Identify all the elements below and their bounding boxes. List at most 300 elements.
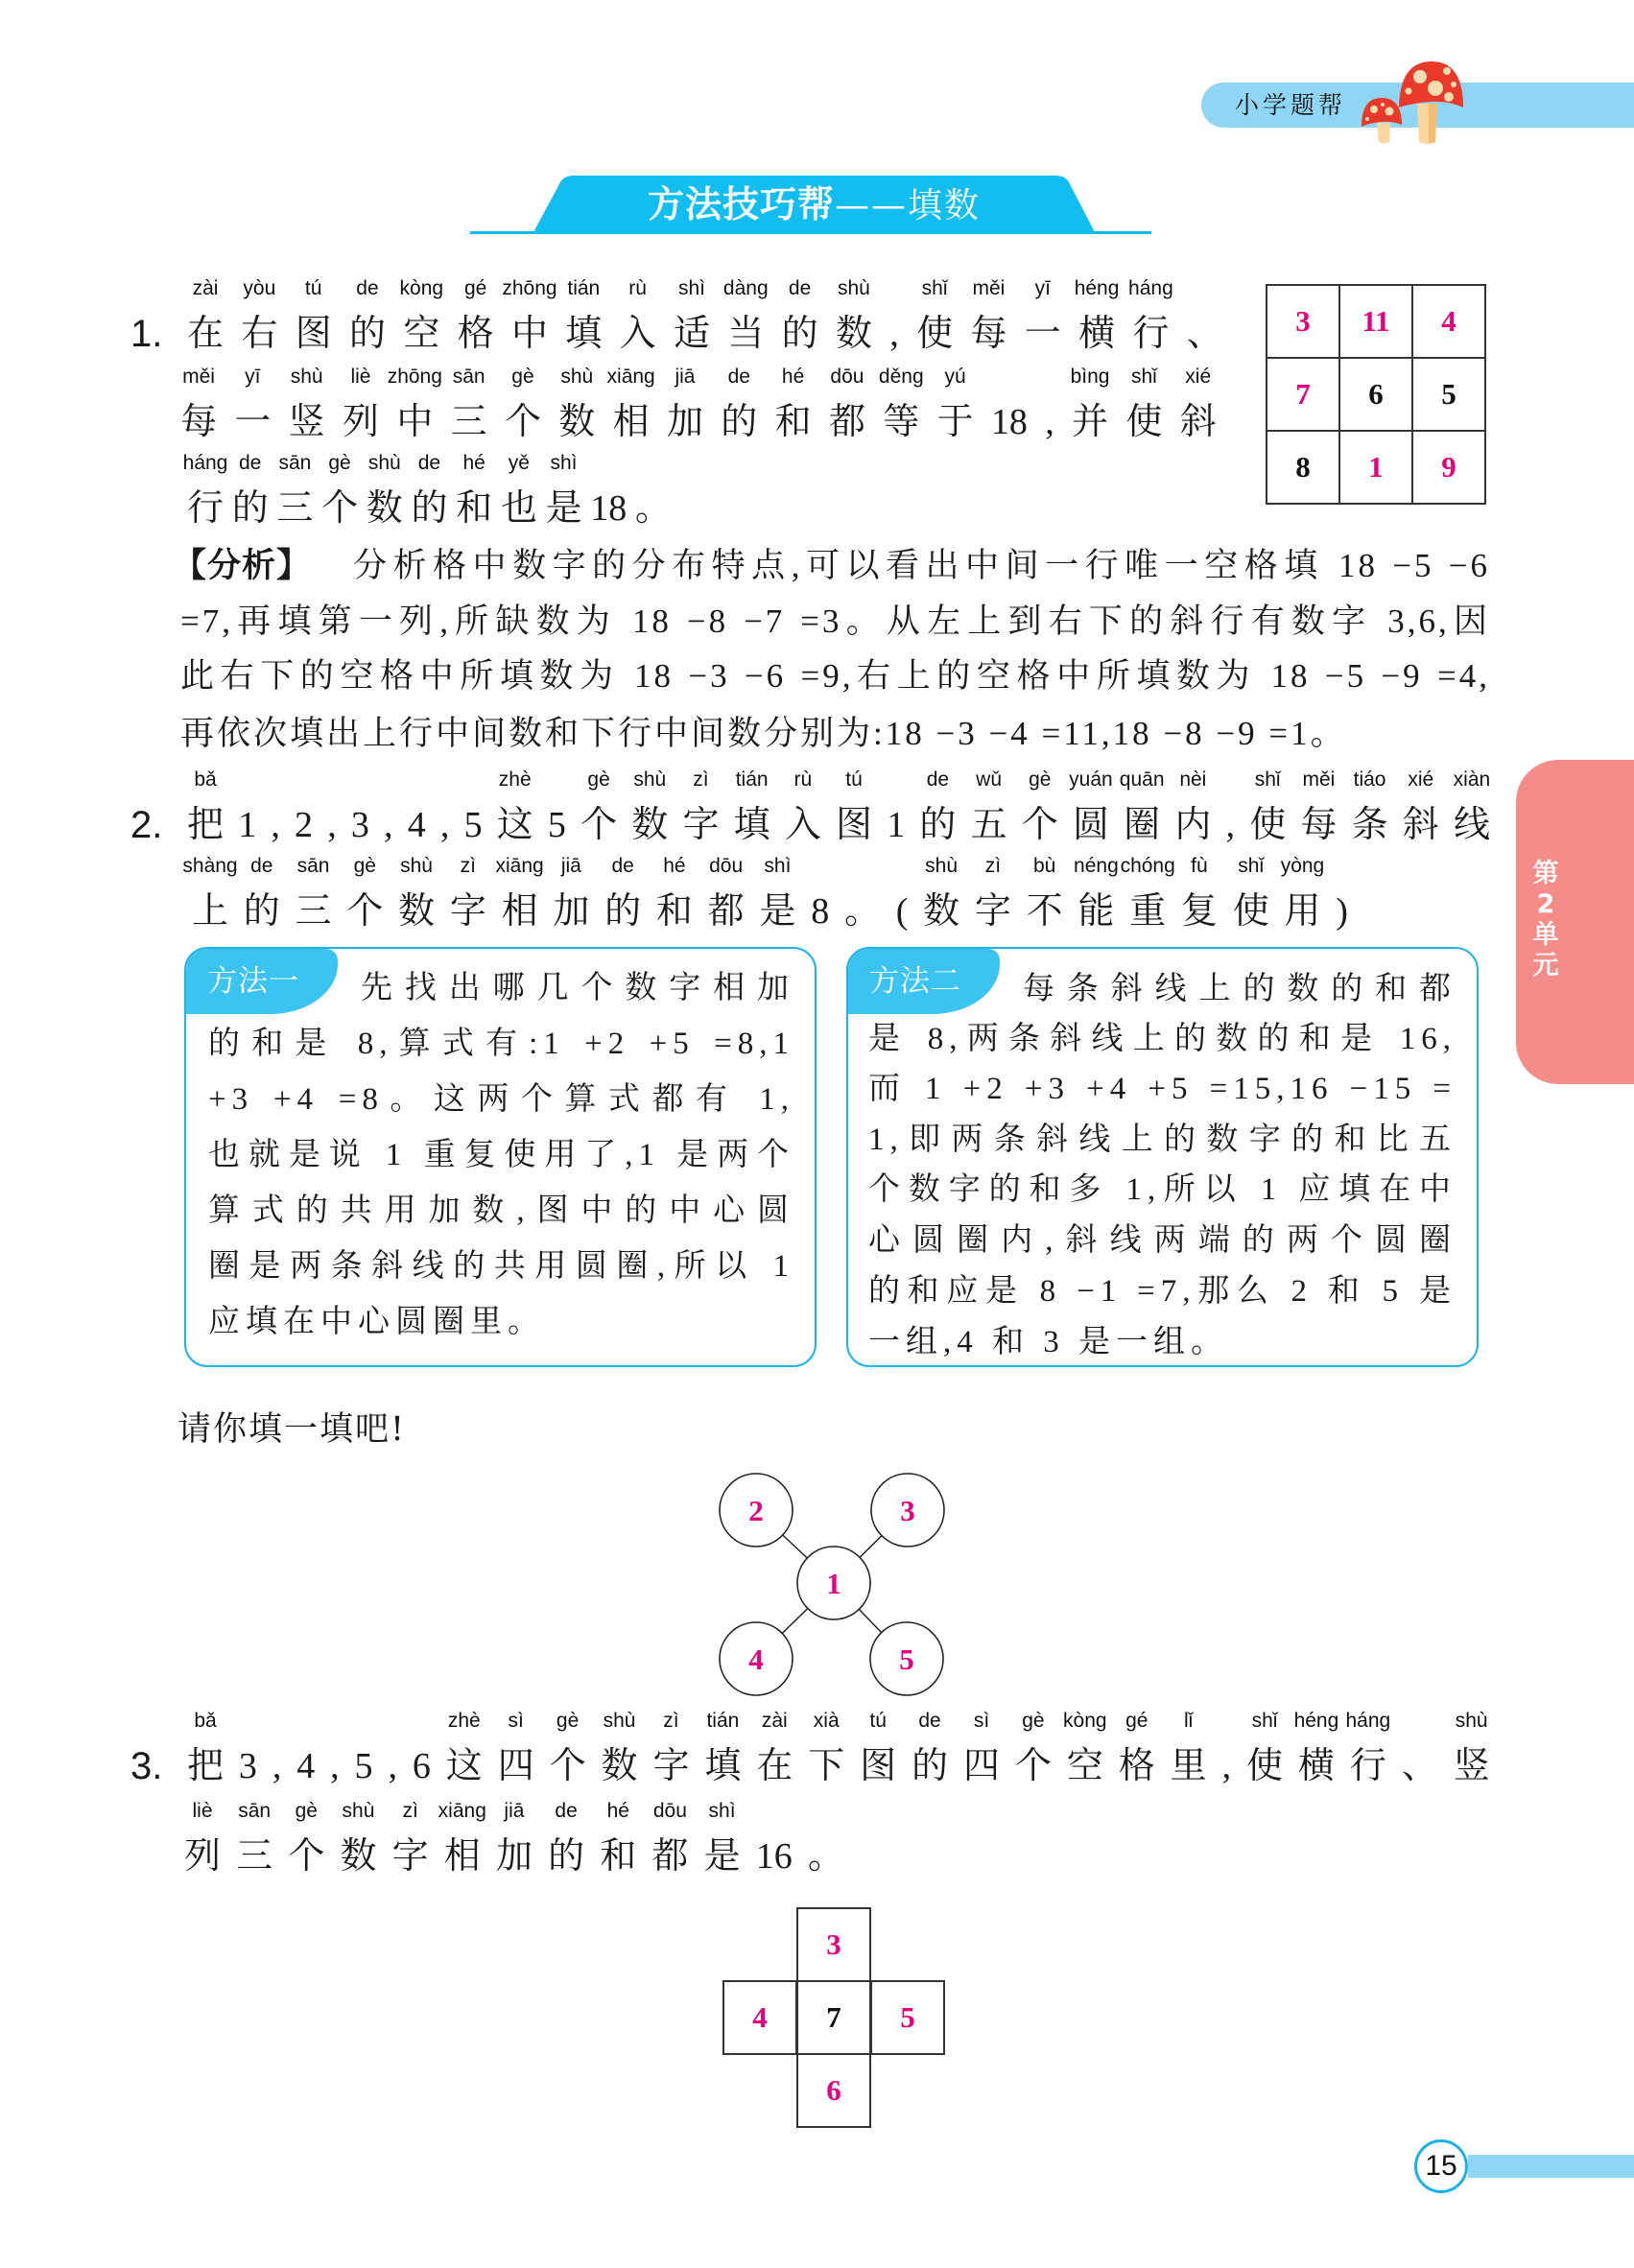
ruby-cell: [962, 1710, 1000, 1798]
title-sub: ——填数: [835, 186, 982, 225]
ruby-cell: [774, 366, 812, 454]
problem-1-line-3: [182, 452, 672, 540]
character-text: 、: [1401, 1746, 1438, 1786]
character-text: 复: [1180, 891, 1218, 932]
pinyin-text: dōu: [709, 855, 744, 877]
character-text: ,: [384, 805, 393, 845]
ruby-cell: [781, 277, 818, 366]
character-text: 数: [923, 891, 960, 932]
pinyin-text: shù: [633, 768, 667, 791]
character-text: 个: [1021, 805, 1058, 845]
analysis-line: 分析格中数字的分布特点,可以看出中间一行唯一空格填 18 −5 −6: [353, 547, 1490, 584]
ruby-cell: [497, 1710, 534, 1798]
character-text: 个: [321, 488, 359, 529]
pinyin-text: gé: [463, 277, 487, 299]
ruby-cell: [391, 1800, 429, 1888]
character-text: 入: [619, 314, 656, 354]
character-text: 一: [1024, 314, 1061, 354]
pinyin-text: zhōng: [387, 366, 442, 388]
analysis-line: 再依次填出上行中间数和下行中间数分别为:18 −3 −4 =11,18 −8 −9 =1。: [180, 715, 1347, 752]
ruby-cell: [496, 768, 533, 857]
ruby-cell: [936, 366, 974, 454]
character-text: 三: [450, 402, 487, 442]
character-text: 斜: [1402, 805, 1439, 845]
fill-in-prompt: 请你填一填吧!: [178, 1410, 407, 1449]
ruby-cell: [413, 1735, 431, 1798]
character-text: 个: [549, 1746, 586, 1786]
ruby-cell: [558, 366, 596, 454]
ruby-cell: [912, 1710, 949, 1798]
character-text: 的: [348, 314, 386, 354]
pinyin-text: yī: [245, 366, 261, 388]
cross-cell-bottom: 6: [796, 2053, 871, 2128]
ruby-cell: [457, 277, 494, 366]
method-2-label: 方法二: [869, 964, 961, 999]
character-text: ): [1336, 891, 1348, 932]
ruby-cell: [759, 855, 796, 943]
character-text: 每: [1300, 805, 1338, 845]
pinyin-text: héng: [1074, 277, 1120, 299]
cross-cell-left: 4: [722, 1980, 797, 2055]
method-2-line: 一组,4 和 3 是一组。: [868, 1325, 1228, 1359]
ruby-cell: [860, 1710, 897, 1798]
circle-bottom-right: [870, 1622, 943, 1695]
method-2-line: 个数字的和多 1,所以 1 应填在中: [868, 1172, 1456, 1207]
ruby-cell: [241, 277, 278, 366]
pinyin-text: xié: [1185, 366, 1212, 388]
ruby-cell: [271, 793, 280, 857]
ruby-cell: [733, 768, 770, 857]
ruby-cell: [445, 1710, 483, 1798]
ruby-cell: [970, 768, 1007, 857]
ruby-cell: [234, 366, 272, 454]
ruby-cell: [553, 855, 590, 943]
pinyin-text: gè: [1022, 1710, 1045, 1732]
character-text: 的: [243, 891, 280, 932]
character-text: 2: [295, 805, 314, 845]
method-2-line: 1,即两条斜线上的数字的和比五: [868, 1122, 1456, 1157]
ruby-cell: [398, 855, 436, 943]
pinyin-text: héng: [1293, 1710, 1339, 1732]
pinyin-text: zì: [693, 768, 709, 791]
circle-diagram: [710, 1463, 959, 1713]
pinyin-text: liè: [192, 1800, 213, 1822]
ruby-cell: [673, 277, 710, 366]
pinyin-text: chóng: [1120, 855, 1175, 877]
circle-value: 5: [899, 1642, 914, 1676]
character-text: 列: [184, 1836, 222, 1877]
number-grid: [1266, 284, 1490, 508]
circle-bottom-left: [720, 1622, 793, 1695]
pinyin-text: bìng: [1070, 366, 1110, 388]
ruby-cell: [1280, 855, 1325, 943]
character-text: ,: [327, 805, 337, 845]
pinyin-text: gè: [295, 1800, 318, 1822]
pinyin-text: de: [555, 1800, 578, 1822]
pinyin-text: yòu: [243, 277, 276, 299]
ruby-cell: [1026, 855, 1063, 943]
pinyin-text: fù: [1191, 855, 1208, 877]
ruby-cell: [655, 855, 693, 943]
ruby-cell: [1045, 390, 1054, 454]
character-text: 的: [604, 891, 642, 932]
pinyin-text: děng: [878, 366, 924, 388]
pinyin-text: háng: [182, 452, 228, 474]
title-main: 方法技巧帮: [647, 183, 835, 225]
character-text: 并: [1072, 402, 1109, 442]
cross-grid: [722, 1907, 947, 2132]
pinyin-text: hé: [781, 366, 805, 388]
problem-1-line-1: [187, 277, 1223, 366]
circle-value: 1: [826, 1567, 841, 1600]
pinyin-text: shì: [708, 1800, 736, 1822]
ruby-cell: [295, 793, 313, 857]
character-text: 是: [703, 1836, 741, 1877]
pinyin-text: wǔ: [976, 768, 1003, 791]
pinyin-text: sì: [973, 1710, 990, 1732]
ruby-cell: [351, 793, 369, 857]
character-text: 入: [784, 805, 821, 845]
circle-value: 2: [748, 1494, 764, 1527]
ruby-cell: [384, 793, 393, 857]
method-2-line: 心圆圈内,斜线两端的两个圆圈: [868, 1223, 1456, 1258]
pinyin-text: shù: [603, 1710, 636, 1732]
pinyin-text: sān: [452, 366, 485, 388]
ruby-cell: [1063, 1710, 1107, 1798]
ruby-cell: [187, 768, 225, 857]
pinyin-text: néng: [1074, 855, 1119, 877]
ruby-cell: [408, 793, 426, 857]
pinyin-text: měi: [1302, 768, 1336, 791]
character-text: 相: [443, 1836, 481, 1877]
ruby-cell: [811, 880, 829, 943]
ruby-cell: [1345, 1710, 1391, 1798]
ruby-cell: [321, 452, 359, 540]
character-text: 行: [1132, 314, 1170, 354]
pinyin-text: shǐ: [1130, 366, 1157, 388]
ruby-cell: [631, 768, 669, 857]
analysis-line: =7,再填第一列,所缺数为 18 −8 −7 =3。从左上到右下的斜行有数字 3,6,因: [180, 602, 1490, 640]
ruby-cell: [889, 302, 899, 366]
problem-3-line-1: [187, 1710, 1490, 1798]
pinyin-text: tú: [869, 1710, 887, 1732]
character-text: 相: [612, 402, 650, 442]
character-text: 内: [1174, 805, 1212, 845]
character-text: 当: [727, 314, 765, 354]
character-text: 5: [463, 805, 483, 845]
pinyin-text: shù: [838, 277, 870, 299]
ruby-cell: [970, 277, 1007, 366]
ruby-cell: [295, 855, 332, 943]
character-text: 8: [811, 891, 830, 932]
ruby-cell: [327, 793, 337, 857]
pinyin-text: sān: [296, 855, 330, 877]
pinyin-text: dàng: [722, 277, 769, 299]
character-text: 字: [652, 1746, 690, 1786]
character-text: ,: [439, 805, 450, 845]
character-text: 条: [1351, 805, 1388, 845]
ruby-cell: [296, 1735, 315, 1798]
pinyin-text: zì: [460, 855, 476, 877]
ruby-cell: [896, 880, 909, 943]
character-text: 个: [504, 402, 541, 442]
pinyin-text: zài: [761, 1710, 788, 1732]
character-text: ,: [1221, 1746, 1232, 1786]
circle-value: 3: [900, 1494, 915, 1527]
page-number: 15: [1414, 2139, 1468, 2193]
ruby-cell: [495, 1800, 533, 1888]
method-1-line: +3 +4 =8。这两个算式都有 1,: [208, 1082, 794, 1117]
character-text: 使: [916, 314, 954, 354]
ruby-cell: [1187, 302, 1223, 366]
character-text: 中: [396, 402, 434, 442]
character-text: 图: [295, 314, 332, 354]
grid-cell: 9: [1411, 430, 1486, 505]
pinyin-text: shǐ: [1251, 1710, 1278, 1732]
pinyin-text: shàng: [182, 855, 238, 877]
character-text: 行: [187, 488, 225, 529]
character-text: 三: [236, 1836, 273, 1877]
character-text: 的: [231, 488, 269, 529]
grid-cell: 5: [1411, 357, 1486, 432]
ruby-cell: [342, 366, 379, 454]
pinyin-text: yú: [944, 366, 966, 388]
character-text: 在: [187, 314, 225, 354]
character-text: 于: [936, 402, 974, 442]
character-text: 数: [340, 1836, 377, 1877]
character-text: 和: [655, 891, 693, 932]
pinyin-text: měi: [972, 277, 1006, 299]
pinyin-text: zhè: [498, 768, 532, 791]
method-1-line: 先找出哪几个数字相加: [361, 971, 794, 1005]
pinyin-text: gè: [511, 366, 534, 388]
ruby-cell: [449, 855, 486, 943]
character-text: 4: [296, 1746, 316, 1786]
method-2-line: 每条斜线上的数的和都: [1023, 972, 1456, 1006]
character-text: ,: [330, 1746, 340, 1786]
character-text: 个: [1014, 1746, 1052, 1786]
method-1-line: 的和是 8,算式有:1 +2 +5 =8,1: [208, 1027, 794, 1061]
pinyin-text: de: [727, 366, 750, 388]
pinyin-text: quān: [1119, 768, 1165, 791]
method-2-line: 而 1 +2 +3 +4 +5 =15,16 −15 =: [868, 1072, 1456, 1106]
mushroom-icon: [1353, 56, 1478, 152]
problem-2-line-2: [182, 855, 1348, 943]
pinyin-text: de: [918, 1710, 941, 1732]
character-text: 、: [1186, 314, 1223, 354]
ruby-cell: [182, 452, 228, 540]
ruby-cell: [1074, 855, 1119, 943]
pinyin-text: shì: [550, 452, 578, 474]
ruby-cell: [182, 855, 238, 943]
ruby-cell: [440, 793, 450, 857]
ruby-cell: [399, 277, 444, 366]
character-text: 的: [919, 805, 957, 845]
character-text: 不: [1026, 891, 1063, 932]
problem-1-line-2: [180, 366, 1217, 454]
ruby-cell: [1293, 1710, 1339, 1798]
ruby-cell: [1453, 768, 1491, 857]
pinyin-text: yuán: [1069, 768, 1113, 791]
character-text: 16: [755, 1836, 793, 1877]
pinyin-text: xiāng: [495, 855, 544, 877]
problem-3-line-2: [184, 1800, 844, 1888]
pinyin-text: de: [611, 855, 634, 877]
ruby-cell: [1402, 1735, 1438, 1798]
pinyin-text: zhè: [447, 1710, 481, 1732]
character-text: 竖: [288, 402, 325, 442]
character-text: 4: [407, 805, 426, 845]
ruby-cell: [387, 366, 442, 454]
ruby-cell: [1074, 277, 1120, 366]
pinyin-text: gè: [1029, 768, 1052, 791]
character-text: 中: [510, 314, 548, 354]
character-text: (: [895, 891, 909, 932]
ruby-cell: [619, 277, 656, 366]
character-text: 1: [887, 805, 906, 845]
pinyin-text: xiāng: [606, 366, 655, 388]
character-text: 数: [558, 402, 596, 442]
ruby-cell: [604, 855, 642, 943]
analysis-label: 【分析】: [173, 546, 312, 585]
character-text: ,: [1045, 402, 1054, 442]
ruby-cell: [288, 366, 325, 454]
pinyin-text: shǐ: [1238, 855, 1265, 877]
character-text: 。: [843, 891, 881, 932]
pinyin-text: shù: [560, 366, 594, 388]
ruby-cell: [808, 1710, 845, 1798]
character-text: 字: [391, 1836, 429, 1877]
ruby-cell: [1014, 1710, 1052, 1798]
grid-cell: 8: [1266, 430, 1340, 505]
character-text: 。: [807, 1836, 844, 1877]
ruby-cell: [366, 452, 403, 540]
character-text: 个: [346, 891, 384, 932]
ruby-cell: [635, 477, 672, 540]
grid-cell: 7: [1266, 357, 1340, 432]
pinyin-text: tián: [706, 1710, 740, 1732]
ruby-cell: [808, 1825, 844, 1888]
ruby-cell: [187, 277, 225, 366]
ruby-cell: [1170, 1710, 1207, 1798]
ruby-cell: [500, 452, 537, 540]
ruby-cell: [1179, 366, 1217, 454]
pinyin-text: sān: [238, 1800, 272, 1822]
ruby-cell: [590, 477, 627, 540]
pinyin-text: shì: [764, 855, 792, 877]
pinyin-text: sān: [278, 452, 312, 474]
character-text: 的: [721, 402, 758, 442]
ruby-cell: [835, 277, 872, 366]
pinyin-text: de: [926, 768, 950, 791]
pinyin-text: jiā: [560, 855, 581, 877]
pinyin-text: xiāng: [438, 1800, 486, 1822]
ruby-cell: [844, 880, 881, 943]
character-text: 列: [342, 402, 379, 442]
pinyin-text: shì: [677, 277, 705, 299]
grid-cell: 3: [1266, 284, 1340, 359]
character-text: ,: [889, 314, 899, 354]
character-text: 五: [970, 805, 1007, 845]
ruby-cell: [756, 1710, 793, 1798]
ruby-cell: [456, 452, 493, 540]
pinyin-text: liè: [350, 366, 371, 388]
character-text: 格: [457, 314, 494, 354]
character-text: 和: [456, 488, 493, 529]
ruby-cell: [438, 1800, 486, 1888]
character-text: 的: [411, 488, 448, 529]
ruby-cell: [288, 1800, 325, 1888]
ruby-cell: [355, 1735, 373, 1798]
character-text: 使: [1249, 805, 1287, 845]
ruby-cell: [1226, 793, 1236, 857]
character-text: 和: [600, 1836, 637, 1877]
character-text: 圆: [1072, 805, 1109, 845]
pinyin-text: xiàn: [1453, 768, 1491, 791]
character-text: ,: [1225, 805, 1236, 845]
ruby-cell: [549, 1710, 586, 1798]
ruby-cell: [388, 1735, 397, 1798]
ruby-cell: [548, 793, 566, 857]
character-text: 也: [500, 488, 537, 529]
ruby-cell: [450, 366, 487, 454]
grid-cell: 11: [1338, 284, 1413, 359]
pinyin-text: zì: [402, 1800, 418, 1822]
unit-tab-char: 2: [1536, 889, 1555, 919]
ruby-cell: [721, 366, 758, 454]
ruby-cell: [545, 452, 582, 540]
character-text: ,: [272, 1746, 282, 1786]
character-text: 加: [553, 891, 590, 932]
pinyin-text: shù: [290, 366, 323, 388]
ruby-cell: [651, 1800, 689, 1888]
circle-top-left: [720, 1474, 793, 1547]
character-text: 这: [496, 805, 533, 845]
character-text: 数: [601, 1746, 638, 1786]
pinyin-text: bǎ: [194, 768, 217, 791]
character-text: 和: [774, 402, 812, 442]
pinyin-text: zài: [192, 277, 219, 299]
character-text: 每: [180, 402, 218, 442]
ruby-cell: [1024, 277, 1061, 366]
character-text: 等: [883, 402, 920, 442]
character-text: 是: [759, 891, 796, 932]
pinyin-text: yī: [1034, 277, 1051, 299]
ruby-cell: [180, 366, 218, 454]
grid-cell: 6: [1338, 357, 1413, 432]
brand-label: 小学题帮: [1235, 91, 1347, 119]
ruby-cell: [565, 277, 603, 366]
ruby-cell: [1180, 855, 1218, 943]
ruby-cell: [1249, 768, 1287, 857]
ruby-cell: [1125, 366, 1163, 454]
ruby-cell: [601, 1710, 638, 1798]
method-1-line: 应填在中心圆圈里。: [208, 1305, 545, 1339]
ruby-cell: [1128, 277, 1173, 366]
character-text: 右: [241, 314, 278, 354]
pinyin-text: bù: [1032, 855, 1056, 877]
ruby-cell: [348, 277, 386, 366]
character-text: 18: [990, 402, 1028, 442]
character-text: 5: [354, 1746, 373, 1786]
pinyin-text: lǐ: [1184, 1710, 1194, 1732]
ruby-cell: [1222, 1735, 1232, 1798]
circle-top-right: [871, 1474, 944, 1547]
unit-tab-char: 第: [1532, 859, 1559, 888]
ruby-cell: [682, 768, 720, 857]
pinyin-text: háng: [1128, 277, 1173, 299]
character-text: 的: [781, 314, 818, 354]
